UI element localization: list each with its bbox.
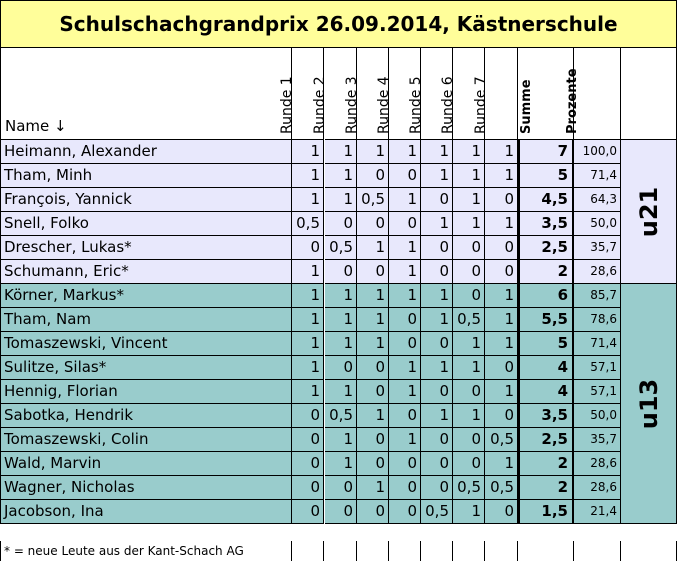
cell-round-3[interactable]: 0	[357, 356, 389, 380]
cell-round-2[interactable]: 1	[325, 188, 357, 212]
cell-round-4[interactable]: 0	[389, 212, 421, 236]
cell-round-2[interactable]: 1	[325, 428, 357, 452]
cell-round-7[interactable]: 1	[485, 164, 518, 188]
cell-name[interactable]: Hennig, Florian	[0, 380, 292, 404]
cell-round-4[interactable]: 0	[389, 404, 421, 428]
cell-sum[interactable]: 4,5	[518, 188, 574, 212]
cell-percent[interactable]: 64,3	[574, 188, 621, 212]
cell-round-7[interactable]: 1	[485, 452, 518, 476]
cell-round-7[interactable]: 0	[485, 356, 518, 380]
cell-round-1[interactable]: 1	[292, 164, 324, 188]
cell-round-2[interactable]: 1	[325, 164, 357, 188]
cell-round-3[interactable]: 1	[357, 476, 389, 500]
cell-round-5[interactable]: 1	[421, 308, 453, 332]
cell-round-6[interactable]: 0,5	[453, 476, 485, 500]
cell-round-7[interactable]: 1	[485, 380, 518, 404]
header-name-label: Name ↓	[5, 117, 67, 135]
cell-sum[interactable]: 2,5	[518, 428, 574, 452]
cell-round-4[interactable]: 1	[389, 140, 421, 164]
cell-round-2[interactable]: 0	[325, 500, 357, 524]
cell-sum[interactable]: 4	[518, 380, 574, 404]
cell-round-7[interactable]: 0,5	[485, 476, 518, 500]
cell-round-7[interactable]: 0	[485, 404, 518, 428]
cell-round-6[interactable]: 1	[453, 404, 485, 428]
cell-name[interactable]: Körner, Markus*	[0, 284, 292, 308]
cell-round-4[interactable]: 0	[389, 500, 421, 524]
cell-percent[interactable]: 35,7	[574, 428, 621, 452]
footnote-empty-cell	[485, 541, 518, 561]
cell-sum[interactable]: 4	[518, 356, 574, 380]
cell-percent[interactable]: 28,6	[574, 476, 621, 500]
cell-round-5[interactable]: 1	[421, 284, 453, 308]
cell-round-7[interactable]: 0	[485, 500, 518, 524]
footnote-empty-cell	[325, 541, 357, 561]
cell-percent[interactable]: 35,7	[574, 236, 621, 260]
cell-round-7[interactable]: 0,5	[485, 428, 518, 452]
cell-round-6[interactable]: 1	[453, 332, 485, 356]
footnote-empty-cell	[518, 541, 574, 561]
cell-name[interactable]: Tham, Nam	[0, 308, 292, 332]
footnote-empty-cell	[421, 541, 453, 561]
footnote-empty-cell	[621, 541, 677, 561]
cell-round-1[interactable]: 1	[292, 356, 324, 380]
sheet-title: Schulschachgrandprix 26.09.2014, Kästnerschule	[0, 0, 677, 48]
cell-round-4[interactable]: 0	[389, 476, 421, 500]
cell-sum[interactable]: 3,5	[518, 404, 574, 428]
cell-percent[interactable]: 85,7	[574, 284, 621, 308]
cell-round-3[interactable]: 1	[357, 284, 389, 308]
cell-round-3[interactable]: 0,5	[357, 188, 389, 212]
header-group-blank	[621, 48, 677, 140]
cell-name[interactable]: Wagner, Nicholas	[0, 476, 292, 500]
header-round-3-label: Runde 3	[344, 76, 361, 134]
group-label-text: u13	[634, 378, 663, 429]
cell-round-5[interactable]: 0	[421, 380, 453, 404]
cell-round-3[interactable]: 1	[357, 404, 389, 428]
cell-round-6[interactable]: 1	[453, 500, 485, 524]
header-round-5-label: Runde 5	[408, 76, 425, 134]
cell-round-6[interactable]: 0	[453, 236, 485, 260]
cell-sum[interactable]: 6	[518, 284, 574, 308]
cell-round-1[interactable]: 0	[292, 428, 324, 452]
group-label-text: u21	[634, 186, 663, 237]
cell-round-4[interactable]: 1	[389, 284, 421, 308]
cell-round-2[interactable]: 1	[325, 380, 357, 404]
cell-round-6[interactable]: 0	[453, 428, 485, 452]
cell-sum[interactable]: 2	[518, 452, 574, 476]
cell-round-4[interactable]: 0	[389, 332, 421, 356]
cell-round-2[interactable]: 1	[325, 452, 357, 476]
cell-percent[interactable]: 57,1	[574, 356, 621, 380]
cell-round-6[interactable]: 0	[453, 260, 485, 284]
cell-percent[interactable]: 57,1	[574, 380, 621, 404]
cell-round-4[interactable]: 1	[389, 380, 421, 404]
group-label-u21	[621, 140, 677, 284]
cell-round-2[interactable]: 1	[325, 308, 357, 332]
cell-sum[interactable]: 2	[518, 260, 574, 284]
cell-round-3[interactable]: 1	[357, 236, 389, 260]
header-sum-label: Summe	[518, 79, 534, 134]
cell-percent[interactable]: 21,4	[574, 500, 621, 524]
cell-round-2[interactable]: 0,5	[325, 404, 357, 428]
cell-percent[interactable]: 78,6	[574, 308, 621, 332]
cell-round-6[interactable]: 1	[453, 188, 485, 212]
cell-round-5[interactable]: 0	[421, 476, 453, 500]
footnote-empty-cell	[389, 541, 421, 561]
cell-round-4[interactable]: 1	[389, 356, 421, 380]
cell-name[interactable]: François, Yannick	[0, 188, 292, 212]
cell-round-5[interactable]: 0	[421, 332, 453, 356]
cell-name[interactable]: Drescher, Lukas*	[0, 236, 292, 260]
cell-round-1[interactable]: 0	[292, 404, 324, 428]
cell-round-4[interactable]: 1	[389, 236, 421, 260]
cell-round-1[interactable]: 0	[292, 452, 324, 476]
cell-round-1[interactable]: 0	[292, 236, 324, 260]
cell-round-5[interactable]: 1	[421, 212, 453, 236]
cell-sum[interactable]: 5	[518, 164, 574, 188]
cell-name[interactable]: Jacobson, Ina	[0, 500, 292, 524]
cell-round-5[interactable]: 1	[421, 140, 453, 164]
header-round-1-label: Runde 1	[279, 76, 296, 134]
cell-round-6[interactable]: 0	[453, 284, 485, 308]
header-round-7[interactable]	[472, 48, 518, 140]
cell-round-3[interactable]: 0	[357, 500, 389, 524]
cell-round-2[interactable]: 1	[325, 332, 357, 356]
cell-round-5[interactable]: 0,5	[421, 500, 453, 524]
cell-round-3[interactable]: 1	[357, 140, 389, 164]
cell-sum[interactable]: 7	[518, 140, 574, 164]
cell-percent[interactable]: 71,4	[574, 332, 621, 356]
cell-sum[interactable]: 2,5	[518, 236, 574, 260]
cell-sum[interactable]: 5,5	[518, 308, 574, 332]
footnote-empty-cell	[574, 541, 621, 561]
cell-round-5[interactable]: 1	[421, 356, 453, 380]
cell-round-1[interactable]: 1	[292, 284, 324, 308]
cell-round-3[interactable]: 0	[357, 380, 389, 404]
cell-name[interactable]: Heimann, Alexander	[0, 140, 292, 164]
cell-round-5[interactable]: 0	[421, 452, 453, 476]
cell-round-2[interactable]: 1	[325, 140, 357, 164]
cell-sum[interactable]: 1,5	[518, 500, 574, 524]
cell-round-1[interactable]: 1	[292, 308, 324, 332]
cell-round-5[interactable]: 0	[421, 236, 453, 260]
cell-round-3[interactable]: 1	[357, 308, 389, 332]
cell-round-7[interactable]: 1	[485, 332, 518, 356]
cell-round-7[interactable]: 1	[485, 308, 518, 332]
cell-round-5[interactable]: 0	[421, 260, 453, 284]
cell-sum[interactable]: 5	[518, 332, 574, 356]
cell-round-7[interactable]: 1	[485, 140, 518, 164]
header-name[interactable]	[0, 48, 292, 140]
cell-round-6[interactable]: 1	[453, 212, 485, 236]
header-round-2-label: Runde 2	[312, 76, 329, 134]
cell-round-2[interactable]: 0	[325, 356, 357, 380]
cell-round-5[interactable]: 0	[421, 428, 453, 452]
header-round-7-label: Runde 7	[472, 76, 489, 134]
cell-round-7[interactable]: 0	[485, 260, 518, 284]
cell-round-1[interactable]: 1	[292, 260, 324, 284]
cell-round-6[interactable]: 0,5	[453, 308, 485, 332]
cell-percent[interactable]: 50,0	[574, 404, 621, 428]
cell-percent[interactable]: 28,6	[574, 260, 621, 284]
cell-round-4[interactable]: 0	[389, 452, 421, 476]
cell-round-3[interactable]: 0	[357, 212, 389, 236]
cell-round-3[interactable]: 0	[357, 260, 389, 284]
footnote: * = neue Leute aus der Kant-Schach AG	[0, 541, 292, 561]
cell-round-1[interactable]: 0,5	[292, 212, 324, 236]
cell-round-7[interactable]: 0	[485, 188, 518, 212]
header-percent[interactable]	[564, 48, 621, 140]
cell-round-3[interactable]: 1	[357, 332, 389, 356]
cell-round-2[interactable]: 0	[325, 212, 357, 236]
cell-round-6[interactable]: 1	[453, 356, 485, 380]
cell-name[interactable]: Tham, Minh	[0, 164, 292, 188]
cell-round-3[interactable]: 0	[357, 164, 389, 188]
cell-round-2[interactable]: 0	[325, 260, 357, 284]
cell-name[interactable]: Wald, Marvin	[0, 452, 292, 476]
cell-round-1[interactable]: 1	[292, 140, 324, 164]
cell-round-5[interactable]: 1	[421, 164, 453, 188]
cell-name[interactable]: Tomaszewski, Colin	[0, 428, 292, 452]
cell-round-4[interactable]: 1	[389, 428, 421, 452]
cell-round-4[interactable]: 0	[389, 308, 421, 332]
group-label-u13	[621, 284, 677, 524]
cell-round-3[interactable]: 0	[357, 452, 389, 476]
cell-round-7[interactable]: 1	[485, 284, 518, 308]
footnote-empty-cell	[453, 541, 485, 561]
cell-percent[interactable]: 100,0	[574, 140, 621, 164]
header-round-4-label: Runde 4	[376, 76, 393, 134]
footnote-empty-cell	[357, 541, 389, 561]
cell-round-4[interactable]: 1	[389, 188, 421, 212]
header-percent-label: Prozente	[564, 68, 580, 134]
cell-round-6[interactable]: 0	[453, 380, 485, 404]
cell-percent[interactable]: 50,0	[574, 212, 621, 236]
cell-round-5[interactable]: 0	[421, 188, 453, 212]
cell-sum[interactable]: 2	[518, 476, 574, 500]
cell-round-2[interactable]: 1	[325, 284, 357, 308]
cell-sum[interactable]: 3,5	[518, 212, 574, 236]
cell-percent[interactable]: 71,4	[574, 164, 621, 188]
cell-round-2[interactable]: 0	[325, 476, 357, 500]
cell-round-4[interactable]: 1	[389, 260, 421, 284]
cell-round-2[interactable]: 0,5	[325, 236, 357, 260]
cell-round-1[interactable]: 0	[292, 476, 324, 500]
cell-round-7[interactable]: 1	[485, 212, 518, 236]
cell-round-6[interactable]: 0	[453, 452, 485, 476]
cell-round-1[interactable]: 1	[292, 332, 324, 356]
cell-round-3[interactable]: 0	[357, 428, 389, 452]
cell-percent[interactable]: 28,6	[574, 452, 621, 476]
cell-name[interactable]: Sulitze, Silas*	[0, 356, 292, 380]
cell-round-1[interactable]: 0	[292, 500, 324, 524]
cell-name[interactable]: Tomaszewski, Vincent	[0, 332, 292, 356]
cell-round-1[interactable]: 1	[292, 188, 324, 212]
cell-round-6[interactable]: 1	[453, 140, 485, 164]
footnote-empty-cell	[292, 541, 324, 561]
cell-round-6[interactable]: 1	[453, 164, 485, 188]
cell-name[interactable]: Sabotka, Hendrik	[0, 404, 292, 428]
cell-round-1[interactable]: 1	[292, 380, 324, 404]
cell-name[interactable]: Schumann, Eric*	[0, 260, 292, 284]
header-round-6-label: Runde 6	[440, 76, 457, 134]
cell-round-7[interactable]: 0	[485, 236, 518, 260]
cell-name[interactable]: Snell, Folko	[0, 212, 292, 236]
cell-round-5[interactable]: 1	[421, 404, 453, 428]
cell-round-4[interactable]: 0	[389, 164, 421, 188]
